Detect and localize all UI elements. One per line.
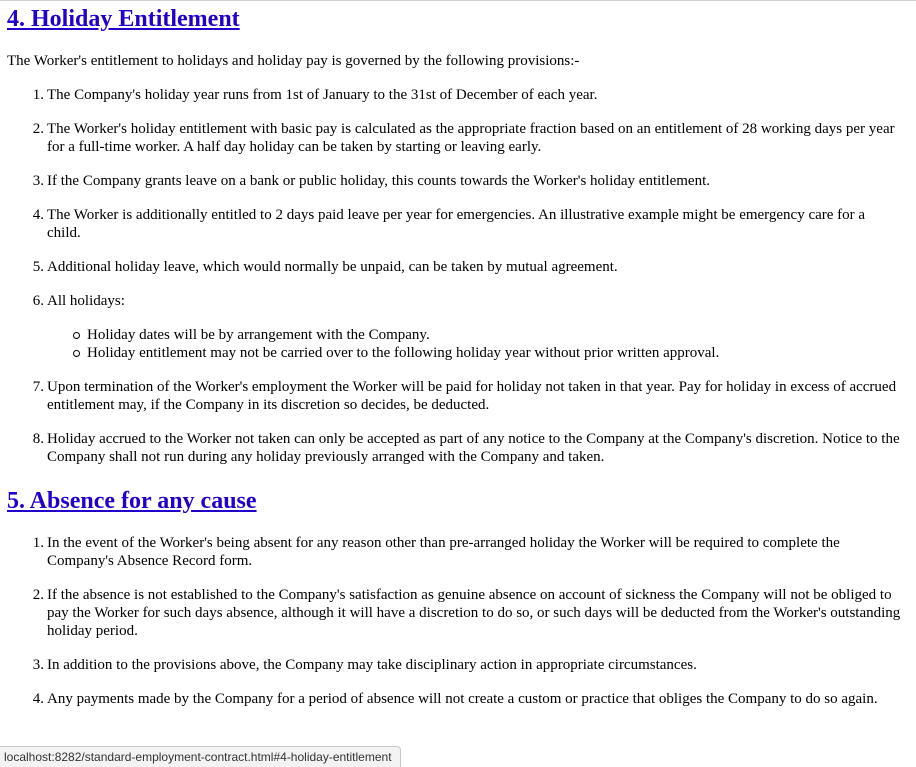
list-item-number: 1. <box>32 535 44 551</box>
list-item-number: 5. <box>32 259 44 275</box>
list-item-number: 3. <box>32 173 44 189</box>
holiday-provisions-list <box>7 86 902 482</box>
circle-bullet-icon <box>73 332 80 339</box>
list-item <box>7 292 902 362</box>
list-item-text: All holidays: <box>47 293 125 309</box>
list-item-text: In addition to the provisions above, the Company may take disciplinary action in appropriate circumstances. <box>47 657 697 673</box>
sublist-item-text: Holiday dates will be by arrangement with the Company. <box>87 327 430 343</box>
list-item-number: 2. <box>32 587 44 603</box>
holiday-sublist <box>47 326 902 362</box>
list-item-text: Holiday accrued to the Worker not taken can only be accepted as part of any notice to the Company at the Company's discretion. Notice to the Company shall not run during any holiday previously arranged with the Company and taken. <box>47 431 900 465</box>
absence-for-any-cause-link[interactable]: 5. Absence for any cause <box>7 488 257 514</box>
list-item <box>7 172 902 190</box>
circle-bullet-icon <box>73 350 80 357</box>
list-item-number: 3. <box>32 657 44 673</box>
list-item-number: 7. <box>32 379 44 395</box>
list-item <box>7 534 902 570</box>
list-item <box>7 86 902 104</box>
list-item <box>7 206 902 242</box>
list-item <box>7 690 902 708</box>
list-item <box>7 656 902 674</box>
list-item-text: In the event of the Worker's being absent for any reason other than pre-arranged holiday the Worker will be required to complete the Company's Absence Record form. <box>47 535 840 569</box>
section-heading-absence <box>7 487 257 515</box>
holiday-intro-paragraph: The Worker's entitlement to holidays and holiday pay is governed by the following provisions:- <box>7 53 580 69</box>
list-item-text: If the absence is not established to the Company's satisfaction as genuine absence on account of sickness the Company will not be obliged to pay the Worker for such days absence, although it will have a discretion to do so, or such days will be deducted from the Worker's outstanding holiday period. <box>47 587 901 639</box>
list-item-text: The Company's holiday year runs from 1st of January to the 31st of December of each year. <box>47 87 598 103</box>
absence-provisions-list <box>7 534 902 724</box>
list-item-text: The Worker's holiday entitlement with basic pay is calculated as the appropriate fraction based on an entitlement of 28 working days per year for a full-time worker. A half day holiday can be taken by starting or leaving early. <box>47 121 895 155</box>
list-item <box>7 586 902 640</box>
list-item-number: 2. <box>32 121 44 137</box>
sublist-item <box>87 326 902 344</box>
list-item <box>7 378 902 414</box>
list-item-text: Upon termination of the Worker's employment the Worker will be paid for holiday not taken in that year. Pay for holiday in excess of accrued entitlement may, if the Company in its discretion so decides, be deducted. <box>47 379 897 413</box>
list-item-number: 4. <box>32 691 44 707</box>
list-item-number: 6. <box>32 293 44 309</box>
sublist-item <box>87 344 902 362</box>
link-status-bar: localhost:8282/standard-employment-contract.html#4-holiday-entitlement <box>0 746 401 767</box>
list-item-text: Additional holiday leave, which would normally be unpaid, can be taken by mutual agreement. <box>47 259 618 275</box>
section-heading-holiday-entitlement <box>7 5 240 33</box>
list-item-text: The Worker is additionally entitled to 2 days paid leave per year for emergencies. An illustrative example might be emergency care for a child. <box>47 207 866 241</box>
holiday-entitlement-link[interactable]: 4. Holiday Entitlement <box>7 6 240 32</box>
sublist-item-text: Holiday entitlement may not be carried over to the following holiday year without prior written approval. <box>87 345 720 361</box>
list-item-text: If the Company grants leave on a bank or public holiday, this counts towards the Worker's holiday entitlement. <box>47 173 711 189</box>
list-item-text: Any payments made by the Company for a period of absence will not create a custom or practice that obliges the Company to do so again. <box>47 691 878 707</box>
list-item <box>7 120 902 156</box>
list-item-number: 1. <box>32 87 44 103</box>
list-item <box>7 430 902 466</box>
list-item <box>7 258 902 276</box>
list-item-number: 4. <box>32 207 44 223</box>
list-item-number: 8. <box>32 431 44 447</box>
